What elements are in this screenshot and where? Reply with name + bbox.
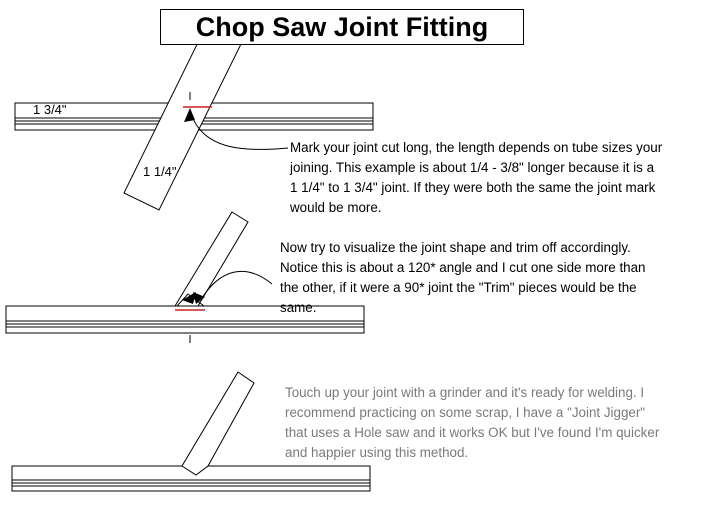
page-title: Chop Saw Joint Fitting — [195, 11, 489, 42]
step-3-note — [285, 383, 705, 463]
branch-tube-2 — [175, 212, 248, 306]
note-line: Now try to visualize the joint shape and trim off accordingly. — [280, 240, 631, 255]
note-line: the other, if it were a 90* joint the "Trim" pieces would be the — [280, 280, 637, 295]
main-tube-size-label: 1 3/4" — [33, 102, 67, 117]
title-box — [160, 9, 524, 45]
note-line: Notice this is about a 120* angle and I cut one side more than — [280, 260, 646, 275]
note-line: recommend practicing on some scrap, I have a "Joint Jigger" — [285, 405, 646, 420]
note-line: that uses a Hole saw and it works OK but I've found I'm quicker — [285, 425, 660, 440]
step-2-note — [280, 238, 700, 318]
note-line: and happier using this method. — [285, 445, 469, 460]
note-line: would be more. — [290, 200, 382, 215]
note-line: joining. This example is about 1/4 - 3/8" longer because it is a — [290, 160, 655, 175]
note-line: Touch up your joint with a grinder and it's ready for welding. I — [285, 385, 645, 400]
note-line: Mark your joint cut long, the length depends on tube sizes your — [290, 140, 663, 155]
branch-tube-size-label: 1 1/4" — [143, 164, 177, 179]
note-line: 1 1/4" to 1 3/4" joint. If they were both the same the joint mark — [290, 180, 656, 195]
branch-tube-3 — [182, 372, 254, 475]
note-line: same. — [280, 300, 317, 315]
step-1-note — [290, 138, 705, 218]
